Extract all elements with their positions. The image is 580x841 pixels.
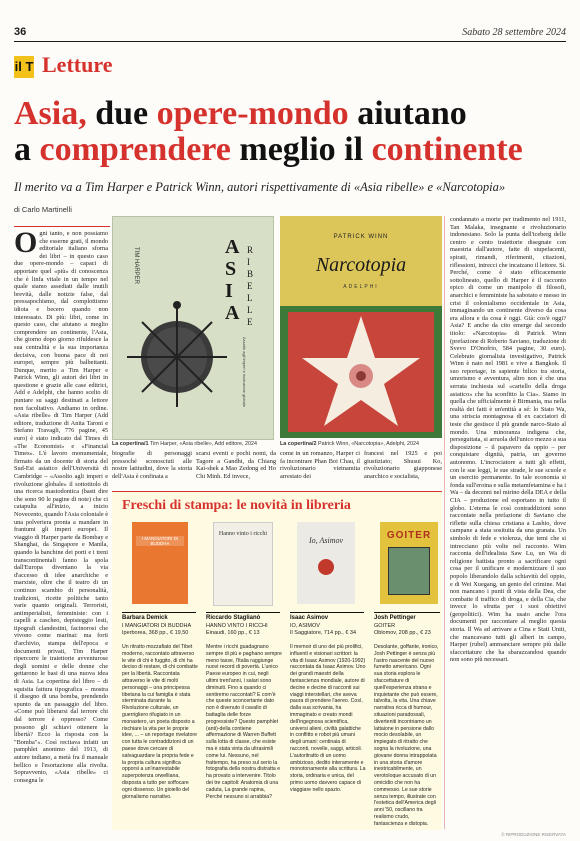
headline-text: a bbox=[14, 131, 40, 168]
cover-dot-icon bbox=[318, 559, 334, 575]
page-number: 36 bbox=[14, 26, 27, 38]
article-column-right: condannato a morte per tradimento nel 1911, Tan Malaka, insegnante e rivoluzionario indonesiano. Solo la punta dell'iceberg delle centro e cento traiettorie disegnate con maestria dall'autore, fatte di stupefacenti, spirati, rimandi, riferimenti, citazioni, riflessioni, intrecci che incatzano il lettore. Sì. Perché, come è stato efficacemente sottolineato, quello di Harper è il racconto epico di come un manipolo di filosofi, anarchici e femministe ha sabotato e messo in crisi il colonialismo occidentale in Asia, immaginando un continente diverso da cosa era allora e da cosa è oggi. Già: cos'è oggi? Asia? E anche da cito emerge dal secondo titolo: «Narcotopia» di Patrick Winn (prefazione di Roberto Saviano, traduzione di Svevo D'Onofrio, 584 pagine, 30 euro). Celebrato giornalista investigativo, Patrick Winn è nato nel 1981 e vive a Bangkok. Il suo reportage, in sapiente bilico tra storia, umorismo e avventura, altro non è che una serrata inchiesta sul «cartello della droga asiatico» che ha sconfitto la Cia». Siamo in quella che ufficialmente è Birmania, ma nella realtà dei fatti è un'entità a sé: lo Stato Wa, una striscia montagnosa di ex cacciatori di teste che gestisce il più grande narco-Stato al mondo. Una minoranza indigena che, perseguitata, si arruola dell'unico mezzo a sua disposizione – il papavero da oppio – per conquistare dignità, patria, un governo autonomo. L'incrociatore a tutti gli effetti, con le sue leggi, le sue strade, le sue scuole e un esercito permanente. In tale economia si fonda sull'eroina e sulla metamfetamina e ha i Wa – da decenni nel mirino della DEA e della CIA – produzione ed esportano in tutto il globo. L'eterna le così contraddizioni sono raccontate nella prefazione di Saviano che riflette sulla chiesa cristiana a Lashio, dove campane a stata sosituita da una granata. Un simbolo di fede e violenza, due temi che si intrecciano più volte nel racconto. Wim racconta dell'idealista Saw Lu, un Wa di religione battista pronto a sacrificare ogni cosa per il unificare e modernizzare il suo popolo liberandolo dalla schiavitù del oppio, e di Wei Xuegang, un genio del crimine. Mai non mancano i punti di vista della Dea, che combatte il traffico di droga, e della Cia, che invece lo sfrutta per i suoi obiettivi (geopolitici). Wim ha usato anche l'ora documenti per raccontare al meglio questa storia. Il Wa ad arrivare a Cina e Stati Uniti, che mancavano tutti gli alberi in campo, Harper (rubel) ammanciare sempre più dalle sfaccettature che ha sbarazzandosi quando non sono più necessari. bbox=[450, 216, 566, 664]
bomb-illustration bbox=[113, 217, 273, 439]
newspaper-logo: il T bbox=[14, 56, 34, 78]
article-column-4: come in un romanzo, Harper ci fa incontrare Phan Boi Chau, il rivoluzionario vietnamita arrestato dei bbox=[280, 450, 360, 480]
article-subhead: Il merito va a Tim Harper e Patrick Winn, autori rispettivamente di «Asia ribelle» e «Narcotopia» bbox=[14, 180, 506, 194]
star-poppy-illustration bbox=[280, 306, 442, 438]
article-column-5: francesi nel 1925 e poi giustiziato; Shusui Ko, rivoluzionario giapponese anarchico e socialista, bbox=[364, 450, 442, 480]
column-1-text: gni tanto, e non possiamo che esserne grati, il mondo editoriale italiano sforna dei libri – in questo caso due opere-mondo – capaci di apportare quel «più» di conoscenza che è linfa vitale in un tempo nel quale siamo assediati dalle inutili brevità, dalle notizie false, dal pressapochismo, dal complottismo idiota e becero quando non interessato. Di più: libri, come in questo caso, che aiutano a meglio comprendere un continente, l'Asia, che giorno dopo giorno rifuldesce la sua centralità e la sua importanza decisiva, con buona pace di noi europei, sempre più balbettanti. Dunque, merito a Tim Harper e Patrick Winn, gli autori dei libri in questione e grazie alle case editrici, Add e Adelphi, che hanno scelto di puntare su saggi destinati a lettore non facoltativo. Andiamo in ordine. «Asia ribelle» di Tim Harper (Add editore, traduzione di Anita Taroni e Stefano Travagli, 776 pagine, 45 euro) è stato indicato dal Times di «The Economist» e «Financial Times». L'è lavoro monumentale, firmato da un docente di storia del Sud-Est asiatico dell'Università di Cambridge – «Assolto agli imperi e rivoluzione globale» il sottotitolo di una ricerca mastodontica (basti dire che sono 90 le pagine di note) che ci catapulta all'inizio, a inizio Novecento, quando l'Asia coloniale è una polveriera pronta a mandare in frantumi gli imperi europei. Il viaggio di Harper parte da Bombay e Shanghai, da Singapore e Manila, quando la banchine dei porti e i treni transcontinentali fanno la spola dall'Europa diventano la via d'accesso di idee anarchiche e marxiste, oltre che il teatro di un continuo scambio di personalità, tradizioni, ricette politiche tanto varie quanto originali. Terroristi, antimperialisti, femministe: con i capelli a cascheo, depisteggio lesti, tipografi clandestini, facinorosi che vivono come marinai: ma forti d'archivio, stampa dell'epoca e documenti privati, Tim Harper ripercorre le traiettorie avventurose degli uomini e delle donne che gettarono le basi di una nuova idea di Asia. La copertina del libro – di squisita fattura tipografica – mostra il disegno di una bomba, prendendo spunto da un passaggio del libro. «Come può liberarsi dal terrore chi dal terrore è oppresso? Come possono gli schiavi ottenere la libertà? Ecco la risposta con la "Bomba"». Così recitava infatti un pamphlet anonimo del 1913, di autore indiano, a metà fra il manuale bellico e l'esortazione alla rivolta. Sopravvento, «Asia ribelle» ci consegna le bbox=[14, 230, 108, 784]
header-rule bbox=[14, 41, 566, 42]
cover2-title: Narcotopia bbox=[315, 254, 407, 276]
headline-text: meglio il bbox=[230, 131, 372, 168]
article-headline bbox=[14, 96, 574, 168]
book3-author: Isaac Asimov bbox=[290, 615, 329, 621]
headline-continente: continente bbox=[371, 131, 523, 168]
copyright-note: © RIPRODUZIONE RISERVATA bbox=[501, 832, 566, 837]
comic-illustration bbox=[388, 547, 430, 595]
svg-text:E: E bbox=[247, 317, 253, 327]
cover1-title-asia: A bbox=[225, 236, 240, 258]
book2-meta: Einaudi, 160 pp., € 13 bbox=[206, 630, 260, 636]
byline-divider bbox=[14, 226, 110, 227]
drop-cap: O bbox=[14, 230, 38, 259]
book-cover-asia-ribelle bbox=[112, 216, 274, 440]
book3-title: IO, ASIMOV bbox=[290, 623, 320, 629]
svg-text:L: L bbox=[247, 293, 253, 303]
book1-author: Barbara Demick bbox=[122, 615, 168, 621]
book-thumb-hanno-vinto: Hanno vinto i ricchi bbox=[213, 522, 273, 606]
svg-text:I: I bbox=[247, 257, 250, 267]
book-thumb-goiter: GOITER bbox=[380, 522, 438, 604]
svg-text:E: E bbox=[247, 281, 253, 291]
bomb-icon bbox=[127, 301, 227, 407]
headline-text: aiutano bbox=[348, 95, 467, 132]
article-column-3: scarsi eventi e pochi nomi, da Tagore a Gandhi, da Chiang Kai-shek a Mao Zedong ed Ho Chi Minh. Ed invece, bbox=[196, 450, 276, 480]
cover1-subtitle: Assalto agli imperi e rivoluzione globale bbox=[242, 337, 247, 408]
issue-date: Sabato 28 settembre 2024 bbox=[462, 27, 566, 38]
byline: di Carlo Martinelli bbox=[14, 205, 72, 214]
headline-asia: Asia, bbox=[14, 95, 87, 132]
section-title: Letture bbox=[42, 52, 113, 77]
book3-description: Il memoir di uno dei più prolifici, influenti e visionari scrittori: la vita di Isaac Asimov (1920-1992) raccontata da Isaac Asimov. Uno dei grandi maestri della fantascienza mondiale, autore di decine e decine di racconti sui viaggi interstellari, che aveva paura di prendere l'aereo. Così, dalla sua scrivania, ha immaginato e creato mondi dell'ingegnosa scientifica, universi alieni, civiltà galattiche in conflitto e robot più umani degli umani: centinaia di racconti, novelle, saggi, articoli. L'autoritratto di un uomo ambizioso, dedito interamente e monotonamente alla scrittura. La storia, ordinaria e unica, del primo uomo davvero capace di viaggiare nello spazio. bbox=[290, 644, 366, 793]
book3-meta: Il Saggiatore, 714 pp., € 34 bbox=[290, 630, 357, 636]
svg-text:R: R bbox=[247, 245, 254, 255]
book-cover-narcotopia bbox=[280, 216, 442, 438]
svg-text:L: L bbox=[247, 305, 253, 315]
svg-text:I: I bbox=[225, 280, 233, 302]
book4-meta: Oblomov, 208 pp., € 23 bbox=[374, 630, 431, 636]
book2-title: HANNO VINTO I RICCHI bbox=[206, 623, 268, 629]
book1-title: I MANGIATORI DI BUDDHA bbox=[122, 623, 192, 629]
headline-opere-mondo: opere-mondo bbox=[156, 95, 349, 132]
svg-text:A: A bbox=[225, 302, 240, 324]
book-thumb-io-asimov: Io, Asimov bbox=[297, 522, 355, 604]
article-column-1 bbox=[14, 230, 108, 828]
new-releases-title: Freschi di stampa: le novità in libreria bbox=[122, 498, 351, 513]
book2-description: Mentre i ricchi guadagnano sempre di più e paghano sempre meno tasse, l'Italia raggiunge nuovi record di povertà. L'unico Paese europeo in cui, negli ultimi trent'anni, i salari sono diminuiti. Fino a quando ci sentiremo raccontati? E com'è che queste sconcertante dato non è divenuto il cavallo di battaglia delle forze progressiste? Questo pamphlet (anti)-della contiene affermazione di Warren Buffett sulla lotta di classe, che esiste ma è stata vinta da ultrasimili come lui. Nessuno, nel frattempo, ha preso sul serio la fotografia della nostra distratta e ha provato a intervenire. Titolo dei tre capitoli: Anatomia di una caduta, La grande rapina, Perché nessuno si arrabbia? bbox=[206, 644, 282, 800]
book4-title: GOITER bbox=[374, 623, 396, 629]
cover2-author: PATRICK WINN bbox=[333, 234, 389, 240]
cover1-caption: La copertina/1 Tim Harper, «Asia ribelle», Add editore, 2024 bbox=[112, 441, 258, 447]
book-thumb-mangiatori: I MANGIATORI DI BUDDHA bbox=[132, 522, 188, 604]
book1-meta: Iperborea, 368 pp., € 19,50 bbox=[122, 630, 189, 636]
book2-author: Riccardo Staglianò bbox=[206, 615, 261, 621]
svg-text:B: B bbox=[247, 269, 254, 279]
cover2-caption: La copertina/2 Patrick Winn, «Narcotopia», Adelphi, 2024 bbox=[280, 441, 420, 447]
book4-author: Josh Pettinger bbox=[374, 615, 416, 621]
column-divider bbox=[444, 216, 445, 829]
headline-text: due bbox=[86, 95, 157, 132]
headline-comprendere: comprendere bbox=[39, 131, 231, 168]
book1-description: Un ritratto mozzafiato del Tibet moderno, raccontato attraverso le vite di chi è fuggito, di chi ha deciso di restare, di chi combatte per la libertà. Raccontata attraverso le vite di molti personaggi – una principessa tibetana la cui famiglia è stata sterminata durante la Rivoluzione culturale, un guerrigliero rifugiato in un monastero, un poeta disposto a rischiare la vita per le proprie idee, ... – un reportage rivelatore con tutta le contraddizioni di un paese dove cercare di salvaguardare la propria fede e la propria cultura significa opporsi a un'inarrestabile superpotenza orwelliana, disposta a tutto per soffocare ogni dissenso. Un gioiello del giornalismo narrativo. bbox=[122, 644, 198, 800]
cover1-author: TIM HARPER bbox=[133, 247, 139, 285]
book4-description: Desolante, goffante, ironico, Josh Pettinger è senza più l'astro nascente del nuovo fumetto americano. Ogni sua storia esplora le sfaccettature di quell'esperienza strana e inquietante che può essere, talvolta, la vita. Una chiave narrativa ricca di humour, situazioni paradossali, diverteniti incontriamo un lattaione in pensione dallo mocio desolabile, un impiegato di ritratto che sogna la rivoluzione, una giovane donna intrappolata in una storia d'amore inestricabilmente, un verotoloque accusato di un omicidio che non ha commesso. Le sue storie senza tempo, illustrate con l'estetica dell'America degli anni '50, oscillano tra realismo crudo, fantascienza e distopia. bbox=[374, 644, 439, 826]
cover2-publisher: ADELPHI bbox=[343, 284, 379, 290]
article-column-2: biografie di personaggi pressoché sconosciuti alle nostre latitudini, dove la storia dell'Asia è confinata a bbox=[112, 450, 192, 480]
svg-text:S: S bbox=[225, 258, 237, 280]
